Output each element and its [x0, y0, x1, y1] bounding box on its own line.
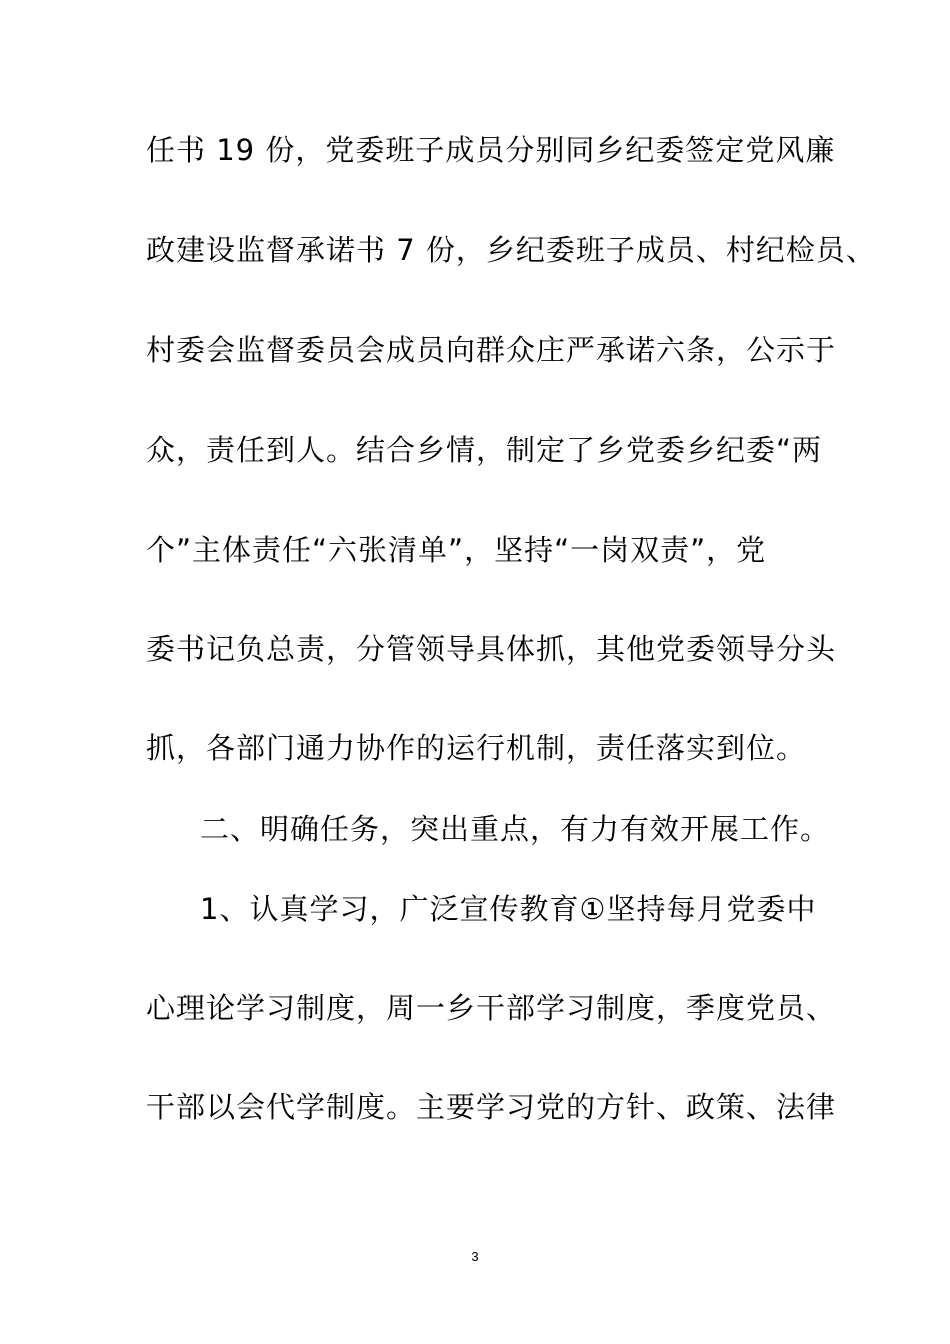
paragraph-start-line: 1、认真学习，广泛宣传教育①坚持每月党委中 [200, 892, 817, 926]
body-text-line: 委书记负总责，分管领导具体抓，其他党委领导分头 [146, 632, 837, 666]
body-text-line: 抓，各部门通力协作的运行机制，责任落实到位。 [146, 731, 807, 765]
section-heading: 二、明确任务，突出重点，有力有效开展工作。 [200, 812, 831, 846]
body-text-line: 村委会监督委员会成员向群众庄严承诺六条，公示于 [146, 333, 837, 367]
page-number: 3 [471, 1249, 479, 1264]
body-text-line: 任书 19 份，党委班子成员分别同乡纪委签定党风廉 [146, 133, 836, 167]
body-text-line: 政建设监督承诺书 7 份，乡纪委班子成员、村纪检员、 [146, 233, 876, 267]
body-text-line: 众，责任到人。结合乡情，制定了乡党委乡纪委“两 [146, 433, 823, 467]
body-text-line: 个”主体责任“六张清单”，坚持“一岗双责”，党 [146, 533, 767, 567]
body-text-line: 干部以会代学制度。主要学习党的方针、政策、法律 [146, 1090, 837, 1124]
body-text-line: 心理论学习制度，周一乡干部学习制度，季度党员、 [146, 991, 837, 1025]
